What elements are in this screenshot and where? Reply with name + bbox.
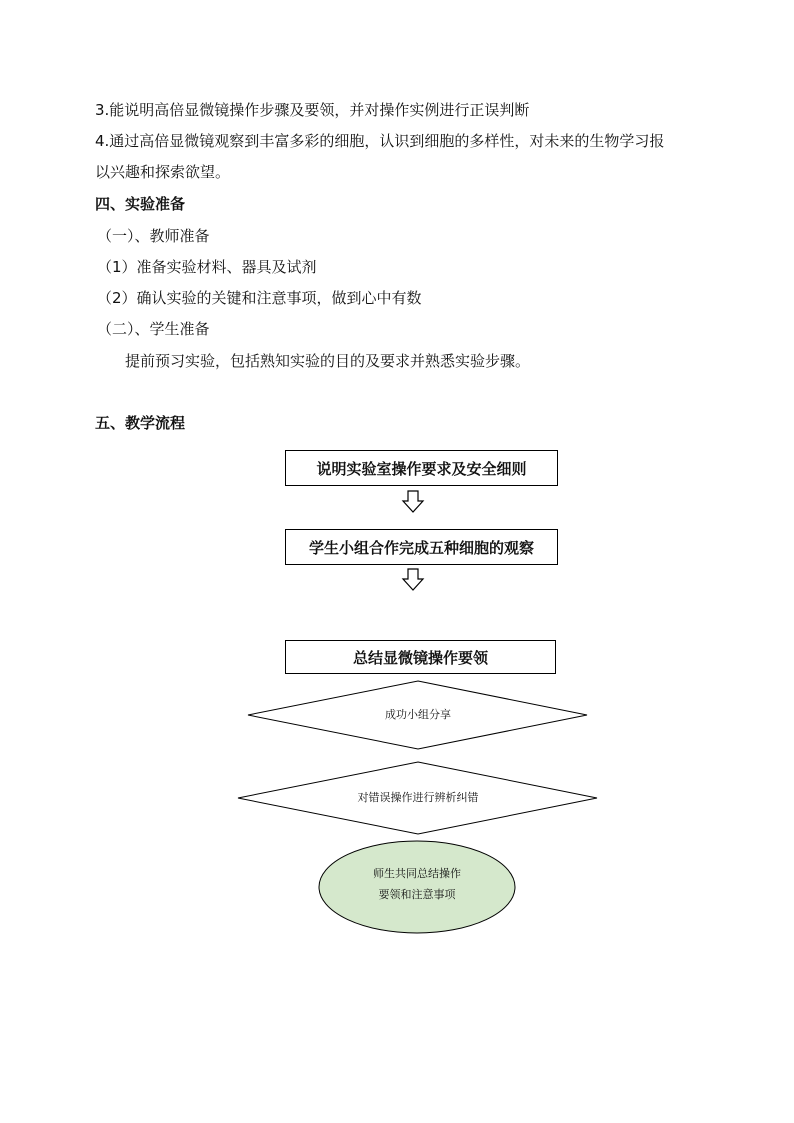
flow-step-1-label: 说明实验室操作要求及安全细则 [316, 459, 527, 478]
flow-step-2-label: 学生小组合作完成五种细胞的观察 [308, 538, 534, 557]
flow-ellipse-label-line2: 要领和注意事项 [378, 888, 456, 901]
objective-4-line1: 4.通过高倍显微镜观察到丰富多彩的细胞，认识到细胞的多样性，对未来的生物学习报 [95, 132, 665, 150]
section4-heading: 四、实验准备 [95, 195, 186, 213]
teacher-prep-item-2: （2）确认实验的关键和注意事项，做到心中有数 [97, 289, 422, 307]
teacher-prep-item-1: （1）准备实验材料、器具及试剂 [97, 258, 317, 276]
objective-4-line2: 以兴趣和探索欲望。 [95, 163, 231, 181]
flow-ellipse-label-line1: 师生共同总结操作 [373, 867, 461, 880]
teacher-prep-heading: （一）、教师准备 [97, 227, 210, 245]
student-prep-text: 提前预习实验，包括熟知实验的目的及要求并熟悉实验步骤。 [125, 352, 531, 370]
flow-step-3-label: 总结显微镜操作要领 [352, 648, 488, 667]
flow-diamond-1-label: 成功小组分享 [385, 708, 451, 721]
section5-heading: 五、教学流程 [95, 414, 186, 432]
flow-diamond-2-label: 对错误操作进行辨析纠错 [357, 791, 479, 804]
student-prep-heading: （二）、学生准备 [97, 320, 210, 338]
objective-3: 3.能说明高倍显微镜操作步骤及要领，并对操作实例进行正误判断 [95, 101, 530, 119]
